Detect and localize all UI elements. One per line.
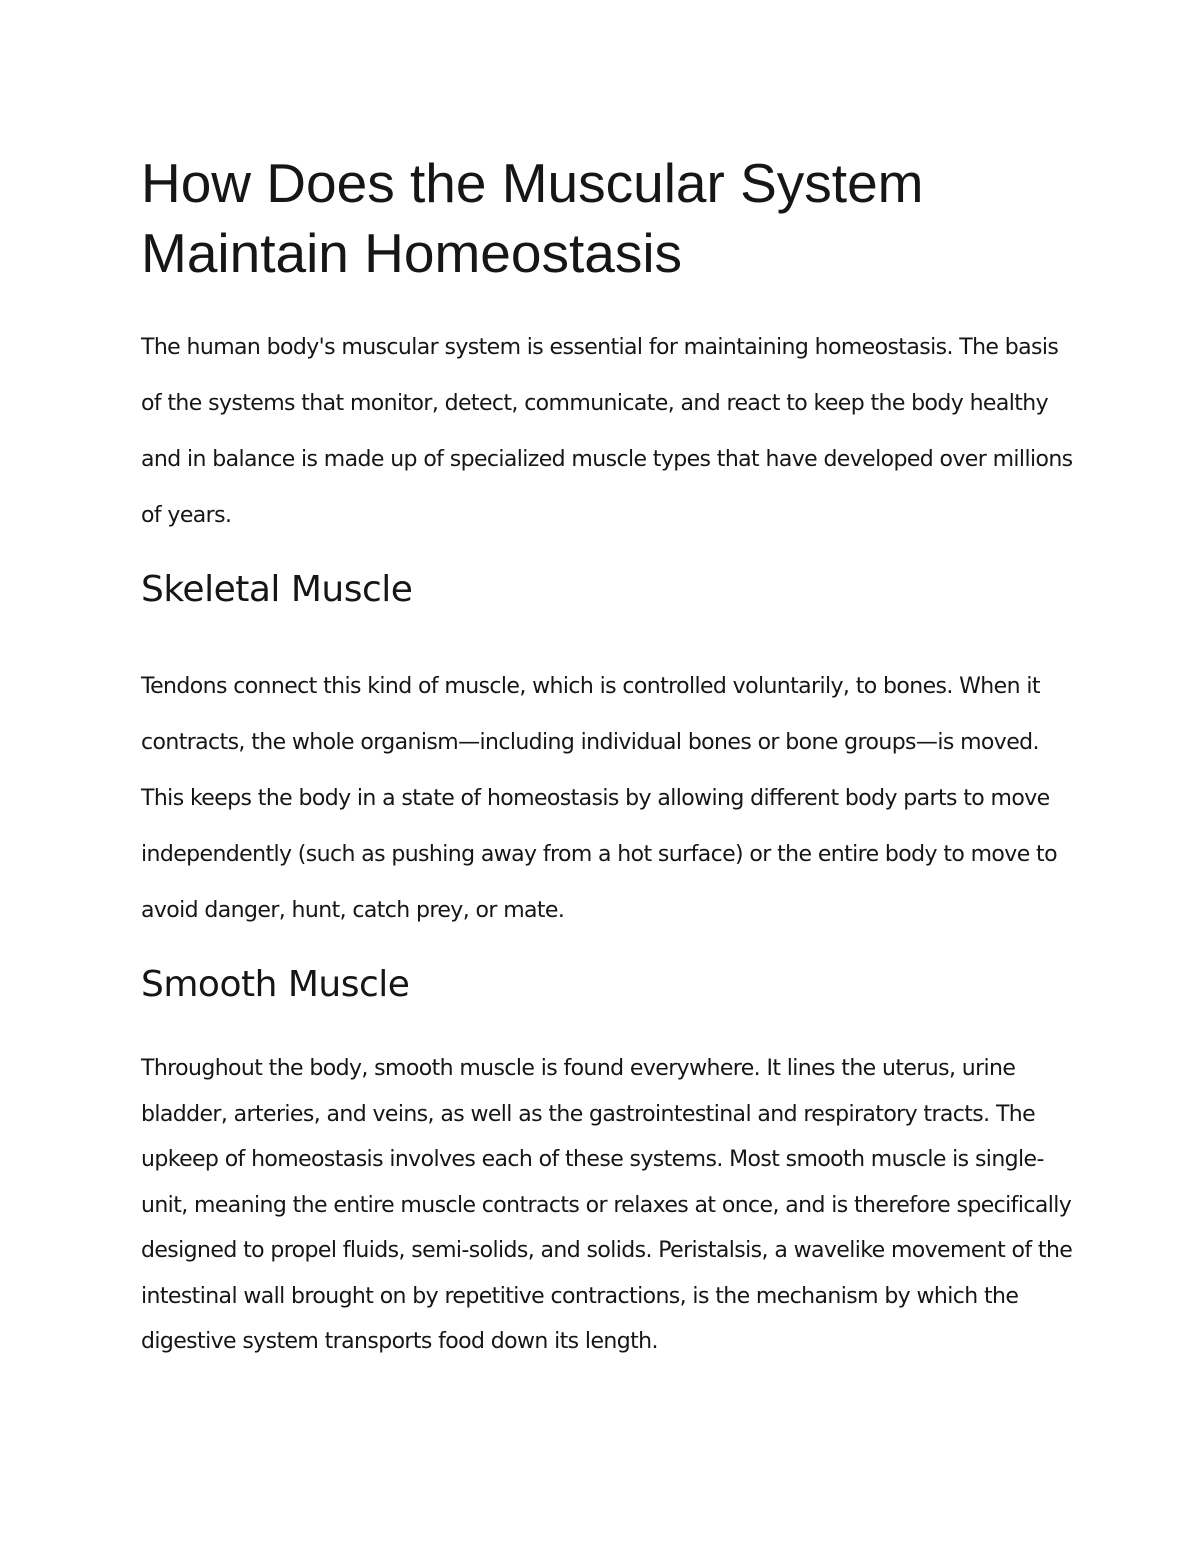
document-title: How Does the Muscular System Maintain Homeostasis bbox=[141, 152, 924, 284]
smooth-muscle-heading: Smooth Muscle bbox=[141, 964, 410, 1005]
intro-paragraph: The human body's muscular system is essential for maintaining homeostasis. The basis of the systems that monitor, detect, communicate, and react to keep the body healthy and in balance is made up of specialized muscle types that have developed over millions of years. bbox=[141, 335, 1073, 528]
skeletal-muscle-paragraph: Tendons connect this kind of muscle, which is controlled voluntarily, to bones. When it contracts, the whole organism—including individual bones or bone groups—is moved. This keeps the body in a state of homeostasis by allowing different body parts to move independently (such as pushing away from a hot surface) or the entire body to move to avoid danger, hunt, catch prey, or mate. bbox=[141, 674, 1057, 923]
skeletal-muscle-heading: Skeletal Muscle bbox=[141, 569, 413, 610]
smooth-muscle-paragraph: Throughout the body, smooth muscle is found everywhere. It lines the uterus, urine bladder, arteries, and veins, as well as the gastrointestinal and respiratory tracts. The upkeep of homeostasis involves each of these systems. Most smooth muscle is single-unit, meaning the entire muscle contracts or relaxes at once, and is therefore specifically designed to propel fluids, semi-solids, and solids. Peristalsis, a wavelike movement of the intestinal wall brought on by repetitive contractions, is the mechanism by which the digestive system transports food down its length. bbox=[141, 1056, 1073, 1354]
